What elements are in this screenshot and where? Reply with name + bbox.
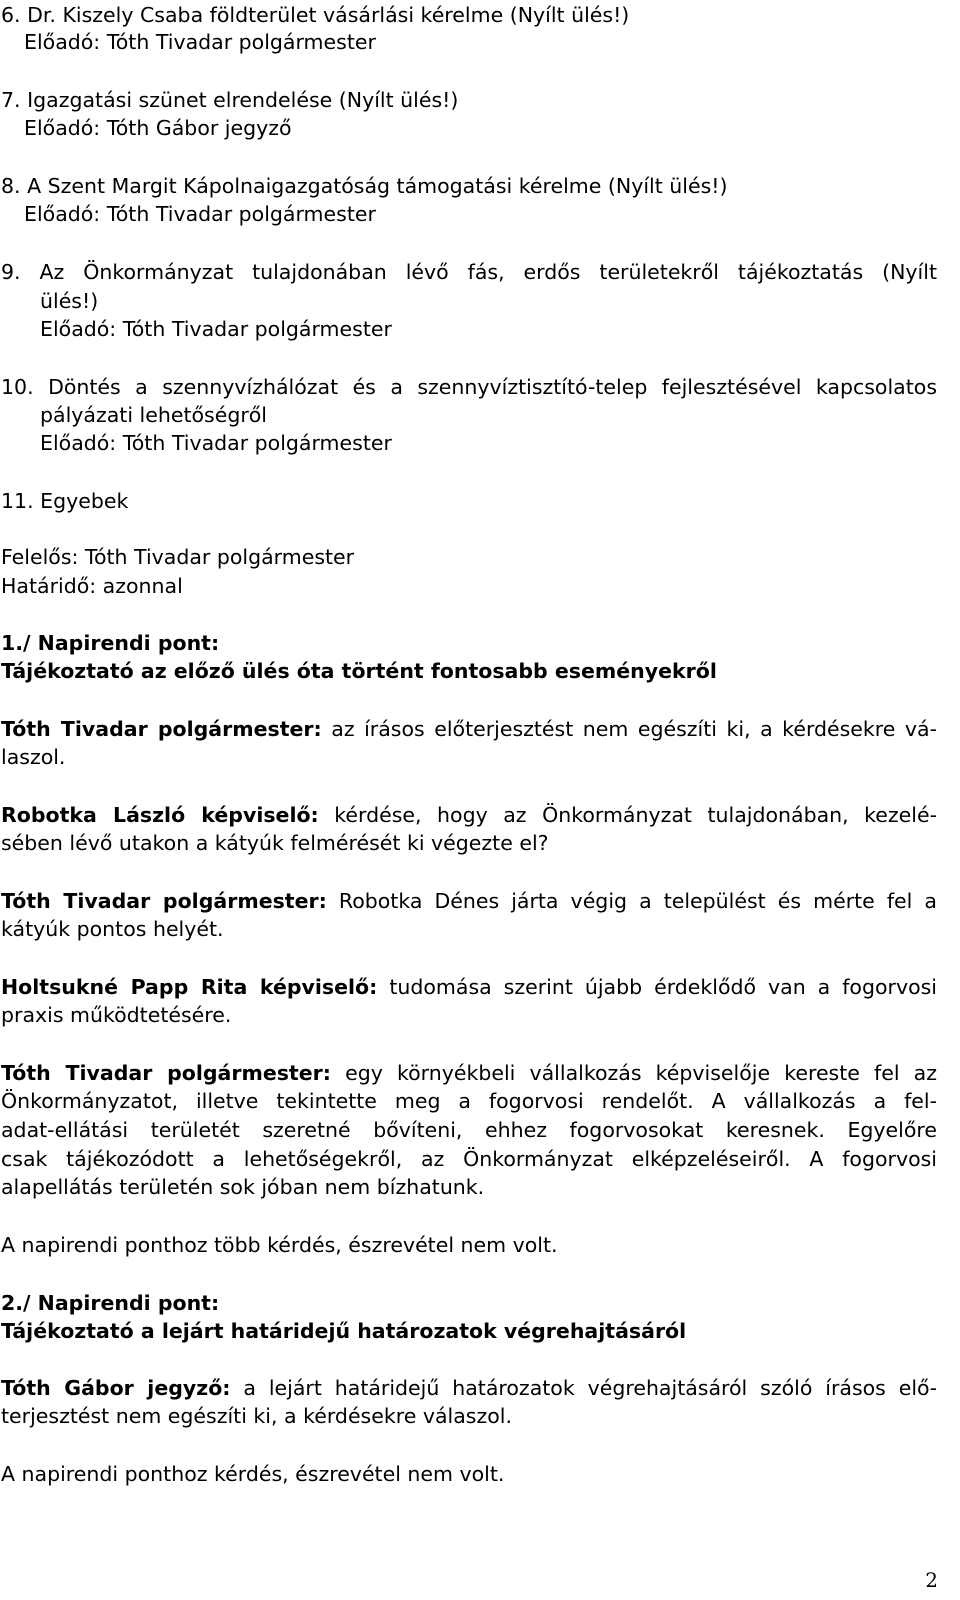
section1-paragraph-4	[1, 974, 937, 1000]
agenda-presenter: Előadó: Tóth Tivadar polgármester	[40, 431, 392, 455]
agenda-number: 11.	[1, 489, 34, 513]
agenda-title: Döntés a szennyvízhálózat és a szennyvíztisztító-telep fejlesztésével kapcsolatos	[48, 375, 937, 399]
paragraph-text: terjesztést nem egészíti ki, a kérdésekre válaszol.	[1, 1404, 512, 1428]
speaker-name: Tóth Tivadar polgármester:	[1, 889, 327, 913]
agenda-title-continued: pályázati lehetőségről	[40, 403, 268, 427]
section1-heading: 1./ Napirendi pont:	[1, 631, 220, 655]
speaker-name: Tóth Tivadar polgármester:	[1, 1061, 331, 1085]
agenda-number: 6.	[1, 3, 21, 27]
agenda-title: A Szent Margit Kápolnaigazgatóság támogatási kérelme (Nyílt ülés!)	[27, 174, 728, 198]
section1-paragraph-2	[1, 802, 937, 828]
paragraph-text: az írásos előterjesztést nem egészíti ki, a kérdésekre vá-	[331, 717, 937, 741]
paragraph-text: tudomása szerint újabb érdeklődő van a fogorvosi	[389, 975, 937, 999]
agenda-title: Az Önkormányzat tulajdonában lévő fás, erdős területekről tájékoztatás (Nyílt	[39, 260, 937, 284]
paragraph-text: sében lévő utakon a kátyúk felmérését ki végezte el?	[1, 831, 549, 855]
section1-paragraph-1	[1, 716, 937, 742]
speaker-name: Robotka László képviselő:	[1, 803, 319, 827]
paragraph-text: adat-ellátási területét szeretné bővíteni, ehhez fogorvosokat keresnek. Egyelőre	[1, 1118, 937, 1142]
agenda-title: Egyebek	[40, 489, 129, 513]
speaker-name: Tóth Gábor jegyző:	[1, 1376, 231, 1400]
paragraph-text: alapellátás területén sok jóban nem bízhatunk.	[1, 1175, 485, 1199]
paragraph-text: egy környékbeli vállalkozás képviselője kereste fel az	[345, 1061, 937, 1085]
agenda-number: 8.	[1, 174, 21, 198]
paragraph-text: Robotka Dénes járta végig a települést és mérte fel a	[338, 889, 937, 913]
agenda-presenter: Előadó: Tóth Tivadar polgármester	[24, 30, 376, 54]
deadline-line: Határidő: azonnal	[1, 574, 183, 598]
section1-paragraph-3	[1, 888, 937, 914]
section1-paragraph-5	[1, 1060, 937, 1086]
paragraph-text: kátyúk pontos helyét.	[1, 917, 224, 941]
agenda-title-continued: ülés!)	[40, 289, 99, 313]
agenda-item-6	[1, 2, 629, 28]
agenda-item-7	[1, 87, 458, 113]
agenda-item-8	[1, 173, 727, 199]
section2-closing: A napirendi ponthoz kérdés, észrevétel nem volt.	[1, 1462, 505, 1486]
speaker-name: Holtsukné Papp Rita képviselő:	[1, 975, 378, 999]
paragraph-text: laszol.	[1, 745, 66, 769]
agenda-number: 10.	[1, 375, 34, 399]
agenda-item-10	[1, 374, 937, 400]
paragraph-text: a lejárt határidejű határozatok végrehajtásáról szóló írásos elő-	[243, 1376, 937, 1400]
agenda-number: 7.	[1, 88, 21, 112]
page-number: 2	[925, 1568, 938, 1592]
agenda-item-11	[1, 488, 128, 514]
agenda-item-9	[1, 259, 937, 285]
paragraph-text: Önkormányzatot, illetve tekintette meg a fogorvosi rendelőt. A vállalkozás a fel-	[1, 1089, 937, 1113]
agenda-number: 9.	[1, 260, 21, 284]
agenda-presenter: Előadó: Tóth Gábor jegyző	[24, 116, 292, 140]
speaker-name: Tóth Tivadar polgármester:	[1, 717, 322, 741]
section2-heading: 2./ Napirendi pont:	[1, 1291, 220, 1315]
section2-paragraph-1	[1, 1375, 937, 1401]
agenda-title: Dr. Kiszely Csaba földterület vásárlási kérelme (Nyílt ülés!)	[27, 3, 630, 27]
paragraph-text: praxis működtetésére.	[1, 1003, 232, 1027]
paragraph-text: csak tájékozódott a lehetőségekről, az Önkormányzat elképzeléseiről. A fogorvosi	[1, 1147, 937, 1171]
paragraph-text: kérdése, hogy az Önkormányzat tulajdonában, kezelé-	[334, 803, 937, 827]
agenda-title: Igazgatási szünet elrendelése (Nyílt ülés!)	[27, 88, 459, 112]
responsible-line: Felelős: Tóth Tivadar polgármester	[1, 545, 355, 569]
section1-title: Tájékoztató az előző ülés óta történt fontosabb eseményekről	[1, 659, 717, 683]
agenda-presenter: Előadó: Tóth Tivadar polgármester	[40, 317, 392, 341]
section2-title: Tájékoztató a lejárt határidejű határozatok végrehajtásáról	[1, 1319, 687, 1343]
section1-closing: A napirendi ponthoz több kérdés, észrevétel nem volt.	[1, 1233, 558, 1257]
agenda-presenter: Előadó: Tóth Tivadar polgármester	[24, 202, 376, 226]
